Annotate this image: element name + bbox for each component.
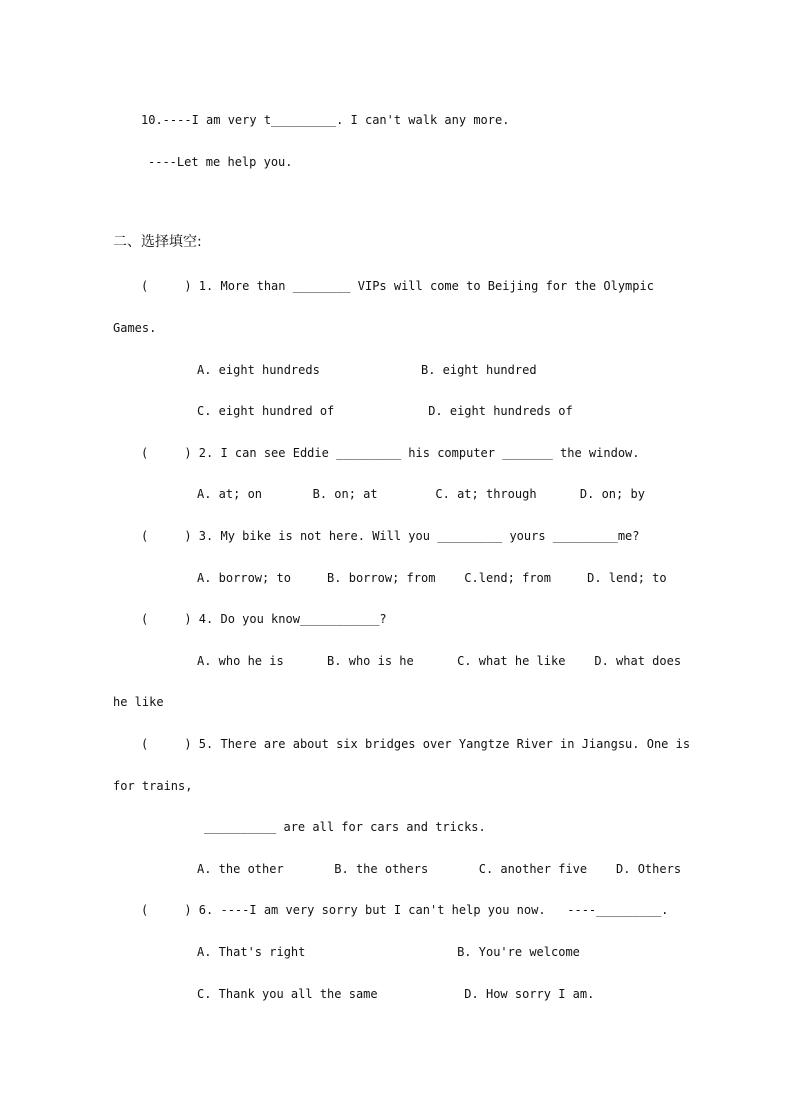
question-6-options-row-2: C. Thank you all the same D. How sorry I am. bbox=[197, 987, 595, 1001]
question-5-options: A. the other B. the others C. another five D. Others bbox=[197, 862, 682, 876]
question-4-options: A. who he is B. who is he C. what he like D. what does bbox=[197, 654, 682, 668]
question-1-stem: ( ) 1. More than ________ VIPs will come to Beijing for the Olympic bbox=[141, 279, 654, 293]
question-2-options: A. at; on B. on; at C. at; through D. on; by bbox=[197, 487, 645, 501]
q10-line-1: 10.----I am very t_________. I can't walk any more. bbox=[141, 113, 510, 127]
question-3-stem: ( ) 3. My bike is not here. Will you _________ yours _________me? bbox=[141, 529, 640, 543]
question-5-stem-cont: for trains, bbox=[113, 779, 193, 793]
question-5-stem: ( ) 5. There are about six bridges over Yangtze River in Jiangsu. One is bbox=[141, 737, 691, 751]
question-4-stem: ( ) 4. Do you know___________? bbox=[141, 612, 387, 626]
question-4-options-cont: he like bbox=[113, 695, 164, 709]
question-6-options-row-1: A. That's right B. You're welcome bbox=[197, 945, 580, 959]
question-1-options-row-2: C. eight hundred of D. eight hundreds of bbox=[197, 404, 573, 418]
question-6-stem: ( ) 6. ----I am very sorry but I can't help you now. ----_________. bbox=[141, 903, 669, 917]
question-1-options-row-1: A. eight hundreds B. eight hundred bbox=[197, 363, 537, 377]
question-5-stem-cont-2: __________ are all for cars and tricks. bbox=[204, 820, 486, 834]
question-2-stem: ( ) 2. I can see Eddie _________ his computer _______ the window. bbox=[141, 446, 640, 460]
q10-line-2: ----Let me help you. bbox=[148, 155, 293, 169]
question-1-stem-cont: Games. bbox=[113, 321, 157, 335]
question-3-options: A. borrow; to B. borrow; from C.lend; from D. lend; to bbox=[197, 571, 667, 585]
section-heading: 二、选择填空: bbox=[113, 234, 202, 250]
